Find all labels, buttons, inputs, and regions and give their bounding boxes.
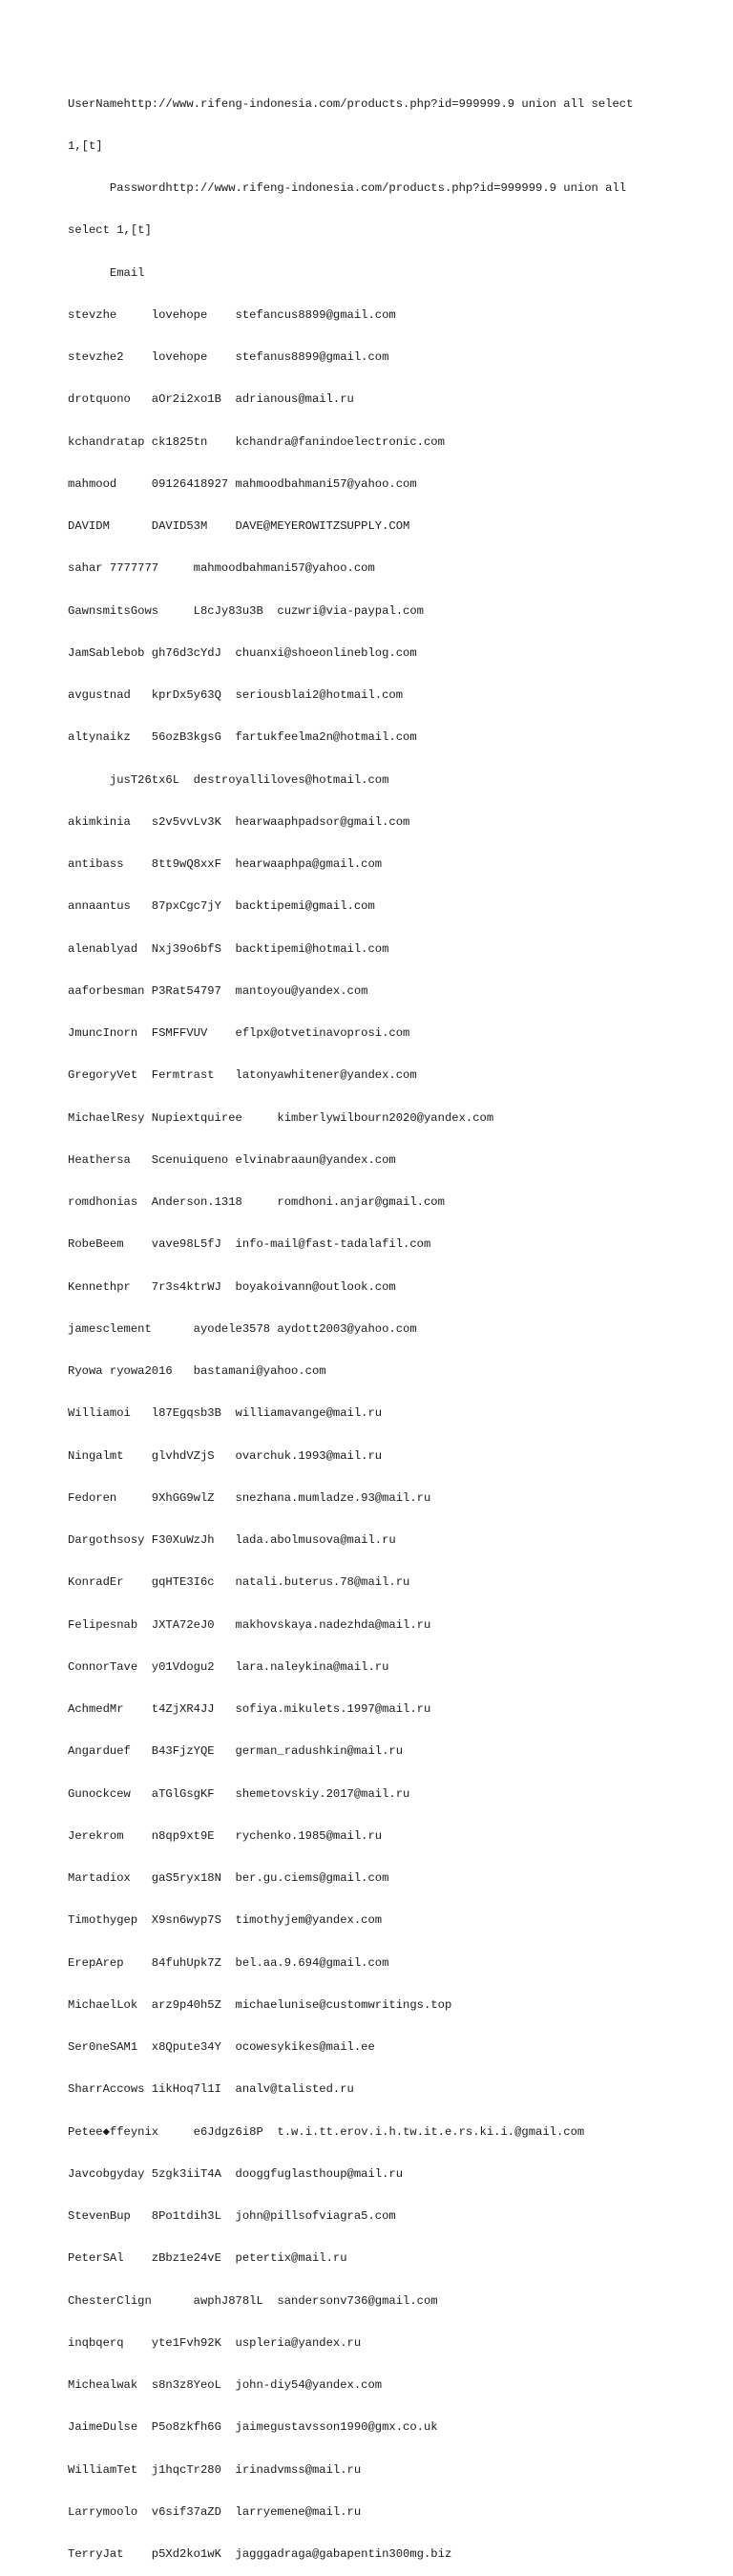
text-line: akimkinia s2v5vvLv3K hearwaaphpadsor@gmail.com bbox=[68, 814, 410, 829]
text-line: Email bbox=[68, 265, 145, 280]
text-line: GregoryVet Fermtrast latonyawhitener@yandex.com bbox=[68, 1068, 417, 1083]
text-line: jamesclement ayodele3578 aydott2003@yahoo.com bbox=[68, 1321, 417, 1336]
text-line: avgustnad kprDx5y63Q seriousblai2@hotmail.com bbox=[68, 688, 404, 702]
text-line: kchandratap ck1825tn kchandra@fanindoelectronic.com bbox=[68, 434, 445, 449]
text-line: Martadiox gaS5ryx18N ber.gu.ciems@gmail.com bbox=[68, 1871, 389, 1885]
text-line: MichaelResy Nupiextquiree kimberlywilbourn2020@yandex.com bbox=[68, 1110, 494, 1125]
text-line: Dargothsosy F30XuWzJh lada.abolmusova@mail.ru bbox=[68, 1533, 396, 1547]
text-line: altynaikz 56ozB3kgsG fartukfeelma2n@hotmail.com bbox=[68, 730, 417, 745]
text-line: Ningalmt glvhdVZjS ovarchuk.1993@mail.ru bbox=[68, 1448, 383, 1463]
text-line: JamSablebob gh76d3cYdJ chuanxi@shoeonlineblog.com bbox=[68, 645, 417, 660]
text-line: alenablyad Nxj39o6bfS backtipemi@hotmail.com bbox=[68, 941, 389, 956]
text-line: Ryowa ryowa2016 bastamani@yahoo.com bbox=[68, 1364, 326, 1378]
text-line: WilliamTet j1hqcTr280 irinadvmss@mail.ru bbox=[68, 2462, 362, 2477]
text-line: StevenBup 8Po1tdih3L john@pillsofviagra5.com bbox=[68, 2209, 396, 2223]
text-line: Ser0neSAM1 x8Qpute34Y ocowesykikes@mail.ee bbox=[68, 2040, 375, 2054]
text-line: select 1,[t] bbox=[68, 223, 152, 238]
text-line: TerryJat p5Xd2ko1wK jagggadraga@gabapentin300mg.biz bbox=[68, 2547, 452, 2561]
text-line: 1,[t] bbox=[68, 138, 103, 153]
text-line: Fedoren 9XhGG9wlZ snezhana.mumladze.93@mail.ru bbox=[68, 1490, 431, 1505]
text-line: JmuncInorn FSMFFVUV eflpx@otvetinavoprosi.com bbox=[68, 1026, 410, 1040]
text-line: Williamoi l87Egqsb3B williamavange@mail.ru bbox=[68, 1406, 383, 1421]
text-line: jusT26tx6L destroyalliloves@hotmail.com bbox=[68, 772, 389, 787]
text-line: romdhonias Anderson.1318 romdhoni.anjar@gmail.com bbox=[68, 1195, 445, 1209]
text-line: ErepArep 84fuhUpk7Z bel.aa.9.694@gmail.com bbox=[68, 1955, 389, 1970]
text-line: Gunockcew aTGlGsgKF shemetovskiy.2017@mail.ru bbox=[68, 1786, 410, 1801]
text-line: Kennethpr 7r3s4ktrWJ boyakoivann@outlook.com bbox=[68, 1279, 396, 1294]
document-body bbox=[68, 69, 679, 2576]
text-line: Timothygep X9sn6wyp7S timothyjem@yandex.com bbox=[68, 1913, 383, 1928]
text-line: MichaelLok arz9p40h5Z michaelunise@customwritings.top bbox=[68, 1997, 452, 2012]
text-line: Jerekrom n8qp9xt9E rychenko.1985@mail.ru bbox=[68, 1828, 383, 1843]
text-line: aaforbesman P3Rat54797 mantoyou@yandex.com bbox=[68, 983, 368, 998]
text-line: Javcobgyday 5zgk3iiT4A dooggfuglasthoup@mail.ru bbox=[68, 2166, 404, 2181]
text-line: Felipesnab JXTA72eJ0 makhovskaya.nadezhda@mail.ru bbox=[68, 1617, 431, 1632]
text-line: Heathersa Scenuiqueno elvinabraaun@yandex.com bbox=[68, 1152, 396, 1167]
text-line: antibass 8tt9wQ8xxF hearwaaphpa@gmail.com bbox=[68, 857, 383, 871]
text-line: ConnorTave y01Vdogu2 lara.naleykina@mail.ru bbox=[68, 1659, 389, 1674]
text-line: GawnsmitsGows L8cJy83u3B cuzwri@via-paypal.com bbox=[68, 603, 424, 618]
text-line: AchmedMr t4ZjXR4JJ sofiya.mikulets.1997@mail.ru bbox=[68, 1702, 431, 1716]
text-line: stevzhe lovehope stefancus8899@gmail.com bbox=[68, 307, 396, 322]
text-line: Petee◆ffeynix e6Jdgz6i8P t.w.i.tt.erov.i.h.tw.it.e.rs.ki.i.@gmail.com bbox=[68, 2124, 585, 2139]
text-line: ChesterClign awphJ878lL sandersonv736@gmail.com bbox=[68, 2293, 438, 2308]
text-line: PeterSAl zBbz1e24vE petertix@mail.ru bbox=[68, 2251, 347, 2266]
text-line: Passwordhttp://www.rifeng-indonesia.com/products.php?id=999999.9 union all bbox=[68, 181, 627, 195]
text-line: annaantus 87pxCgc7jY backtipemi@gmail.com bbox=[68, 899, 375, 914]
text-line: RobeBeem vave98L5fJ info-mail@fast-tadalafil.com bbox=[68, 1237, 431, 1252]
text-line: KonradEr gqHTE3I6c natali.buterus.78@mail.ru bbox=[68, 1575, 410, 1590]
text-line: mahmood 09126418927 mahmoodbahmani57@yahoo.com bbox=[68, 476, 417, 491]
text-line: JaimeDulse P5o8zkfh6G jaimegustavsson1990@gmx.co.uk bbox=[68, 2420, 438, 2435]
text-line: Michealwak s8n3z8YeoL john-diy54@yandex.com bbox=[68, 2378, 383, 2392]
text-line: Larrymoolo v6sif37aZD larryemene@mail.ru bbox=[68, 2504, 362, 2519]
text-line: SharrAccows 1ikHoq7l1I analv@talisted.ru bbox=[68, 2082, 354, 2097]
text-line: inqbqerq yte1Fvh92K uspleria@yandex.ru bbox=[68, 2335, 362, 2350]
text-line: DAVIDM DAVID53M DAVE@MEYEROWITZSUPPLY.COM bbox=[68, 519, 410, 533]
text-line: Angarduef B43FjzYQE german_radushkin@mail.ru bbox=[68, 1744, 404, 1759]
text-line: sahar 7777777 mahmoodbahmani57@yahoo.com bbox=[68, 561, 375, 576]
text-line: stevzhe2 lovehope stefanus8899@gmail.com bbox=[68, 350, 389, 364]
text-line: UserNamehttp://www.rifeng-indonesia.com/products.php?id=999999.9 union all select bbox=[68, 96, 634, 111]
text-line: drotquono aOr2i2xo1B adrianous@mail.ru bbox=[68, 392, 354, 407]
